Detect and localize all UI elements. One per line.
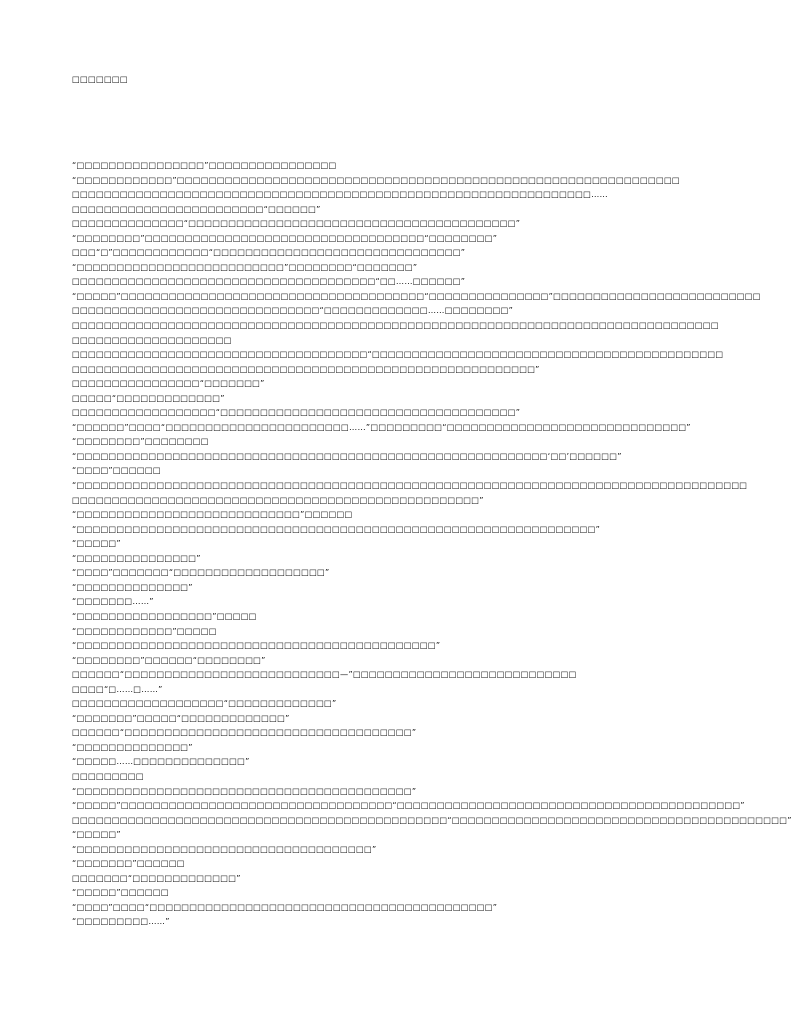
text-line: “□□□□□□□□□……”	[72, 916, 170, 927]
text-line: □□□□□□□□□□□□□□□□□□□“□□□□□□□□□□□□□”	[72, 698, 337, 709]
text-line: “□□□□”□□□□“□□□□□□□□□□□□□□□□□□□□□□□□□□□□□□□□□□□□□□□□□□□”	[72, 901, 498, 912]
text-line: “□□□□□……□□□□□□□□□□□□□□”	[72, 756, 250, 767]
text-line: □□□□□□□□□□□□□□□□□□□□□□□□□□□□□□□“□□□□□□□□□□□□□……□□□□□□□□”	[72, 305, 514, 316]
text-line: “□□□□□□□□□□□□□□□□”□□□□□□□□□□□□□□□□	[72, 160, 337, 170]
text-line: □□□□□□□□□□□□□□□□□□□□□□□□□□□□□□□□□□□□□“□□□□□□□□□□□□□□□□□□□□□□□□□□□□□□□□□□□□□□□□□□□□	[72, 349, 724, 360]
text-line: “□□□□□□□□□□□□□□□”	[72, 552, 201, 563]
text-line: “□□□□□□□□□□□□□□”	[72, 581, 193, 592]
text-line: “□□□□□□□□□□□□□□□□□□□□□□□□□□□□□□□□□□□□□”	[72, 843, 377, 854]
text-line: “□□□□□□□□”□□□□□□□□□□□□□□□□□□□□□□□□□□□□□□□□□□□“□□□□□□□□”	[72, 232, 498, 243]
text-line: □□□□□□□□□□□□□□“□□□□□□□□□□□□□□□□□□□□□□□□□□□□□□□□□□□□□□□□□”	[72, 218, 521, 229]
text-line: □□□□□□□□□□□□□□□□□□□□□□□□□□□□□□□□□□□□□□□□□□□□□□□□□□□□□□□□□□”	[72, 363, 540, 374]
text-line: □□□□□□□□□□□□□□□□□□□□□□□□□□□□□□□□□□□□□□□□□□□□□□□“□□□□□□□□□□□□□□□□□□□□□□□□□□□□□□□□□□□□□□□□□□”	[72, 814, 792, 825]
text-line: □□□□□□□□□□□□□□□□□□□□□□□□“□□□□□□”	[72, 203, 321, 214]
text-line: □□□□□□□□□	[72, 770, 144, 781]
text-line: “□□□□□□□□□□□□□□□□□□□□□□□□□□□□□□□□□□□□□□□□□□□□□□□□□□□□□□□□□□□□□□□□□”	[72, 523, 601, 534]
text-line: □□□□□□□□□□□□□□□□□□□□□□□□□□□□□□□□□□□□□□“□□……□□□□□□”	[72, 276, 466, 287]
text-line: □□□□□□□□□□□□□□□□“□□□□□□□”	[72, 378, 265, 389]
text-line: “□□□□□”	[72, 829, 121, 840]
text-line: “□□□□□□□□□□□□□□□□□□□□□□□□□□□□□□□□□□□□□□□□□□”	[72, 785, 417, 796]
document-title: □□□□□□□	[72, 74, 128, 84]
text-line: □□□□□□“□□□□□□□□□□□□□□□□□□□□□□□□□□□—”□□□□□□□□□□□□□□□□□□□□□□□□□□□□	[72, 669, 577, 680]
text-line: □□□“□”□□□□□□□□□□□□“□□□□□□□□□□□□□□□□□□□□□□□□□□□□□□□”	[72, 247, 466, 258]
text-line: “□□□□□□□”□□□□□“□□□□□□□□□□□□□”	[72, 712, 290, 723]
text-line: □□□□□□□□□□□□□□□□□□□□□□□□□□□□□□□□□□□□□□□□□□□□□□□□□□□”	[72, 494, 484, 505]
text-line: □□□□□□□“□□□□□□□□□□□□□”	[72, 872, 241, 883]
text-line: □□□□□□□□□□□□□□□□□□“□□□□□□□□□□□□□□□□□□□□□□□□□□□□□□□□□□□□□”	[72, 407, 521, 418]
text-line: “□□□□□□□”□□□□□□	[72, 858, 185, 869]
text-line: □□□□□□□□□□□□□□□□□□□□	[72, 334, 232, 345]
text-line: “□□□□□□□……”	[72, 596, 154, 607]
document-body	[72, 158, 792, 929]
text-line: “□□□□□□□□□□□□”□□□□□	[72, 625, 217, 636]
text-line: “□□□□□□□□□□□□□□□□□”□□□□□	[72, 610, 257, 621]
text-line: “□□□□□□□□□□□□□□□□□□□□□□□□□□□□”□□□□□□	[72, 509, 353, 520]
text-line: “□□□□□□□□□□□□”□□□□□□□□□□□□□□□□□□□□□□□□□□□□□□□□□□□□□□□□□□□□□□□□□□□□□□□□□□□□□□□	[72, 174, 680, 185]
text-line: “□□□□□□□□□□□□□□□□□□□□□□□□□□”□□□□□□□□“□□□□□□□”	[72, 261, 418, 272]
text-line: “□□□□□□”□□□□“□□□□□□□□□□□□□□□□□□□□□□□……”□□□□□□□□□“□□□□□□□□□□□□□□□□□□□□□□□□□□□□□□”	[72, 421, 691, 432]
text-line: “□□□□□□□□”□□□□□□“□□□□□□□□”	[72, 654, 266, 665]
text-line: “□□□□□”□□□□□□□□□□□□□□□□□□□□□□□□□□□□□□□□□□“□□□□□□□□□□□□□□□□□□□□□□□□□□□□□□□□□□□□□□□□□□□”	[72, 800, 745, 811]
text-line: “□□□□□□□□□□□□□□□□□□□□□□□□□□□□□□□□□□□□□□□□□□□□□□□□□□□□□□□□□□□‘□□’□□□□□□”	[72, 450, 622, 461]
text-line: □□□□□□“□□□□□□□□□□□□□□□□□□□□□□□□□□□□□□□□□□□□”	[72, 727, 417, 738]
text-line: “□□□□□□□□□□□□□□□□□□□□□□□□□□□□□□□□□□□□□□□□□□□□□”	[72, 640, 441, 651]
text-line: “□□□□□”□□□□□□	[72, 887, 169, 898]
text-line: □□□□□“□□□□□□□□□□□□□”	[72, 392, 225, 403]
text-line: “□□□□□□□□□□□□□□”	[72, 741, 193, 752]
text-line: “□□□□”□□□□□□	[72, 465, 161, 476]
text-line: “□□□□□”□□□□□□□□□□□□□□□□□□□□□□□□□□□□□□□□□□□□□□“□□□□□□□□□□□□□□□”□□□□□□□□□□□□□□□□□□□□□□□□□□	[72, 290, 761, 301]
text-line: □□□□□□□□□□□□□□□□□□□□□□□□□□□□□□□□□□□□□□□□□□□□□□□□□□□□□□□□□□□□□□□□□……	[72, 189, 608, 200]
text-line: “□□□□□□□□□□□□□□□□□□□□□□□□□□□□□□□□□□□□□□□□□□□□□□□□□□□□□□□□□□□□□□□□□□□□□□□□□□□□□□□□□□□□	[72, 480, 748, 491]
text-line: “□□□□□□□□”□□□□□□□□	[72, 436, 209, 447]
text-line: “□□□□□”	[72, 538, 121, 549]
text-line: “□□□□”□□□□□□□“□□□□□□□□□□□□□□□□□□□”	[72, 567, 330, 578]
text-line: □□□□“□……□……”	[72, 683, 163, 694]
text-line: □□□□□□□□□□□□□□□□□□□□□□□□□□□□□□□□□□□□□□□□□□□□□□□□□□□□□□□□□□□□□□□□□□□□□□□□□□□□□□□□□	[72, 320, 719, 331]
